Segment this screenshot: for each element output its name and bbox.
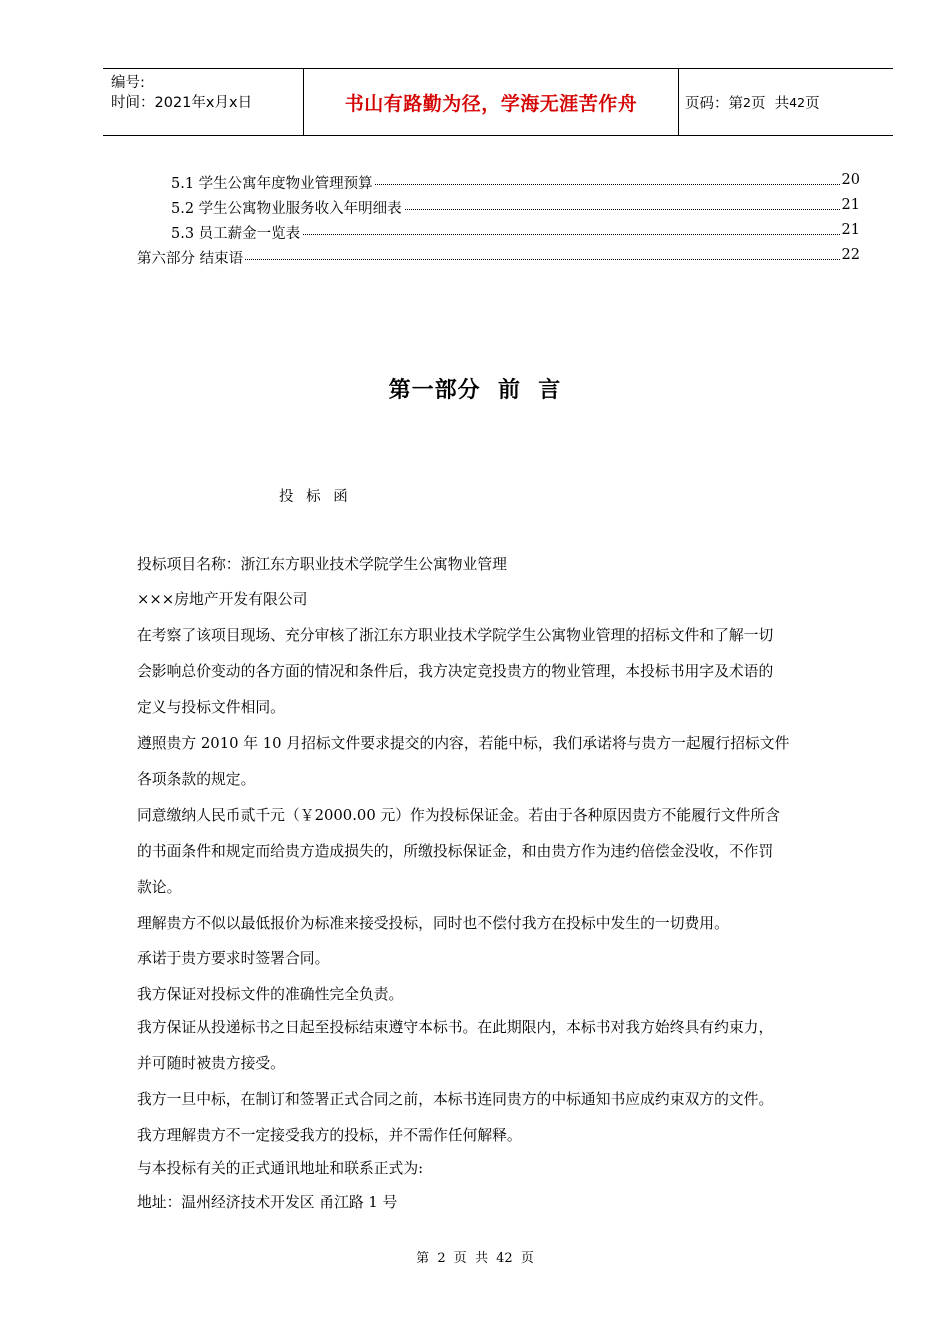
- toc-entry[interactable]: [0, 222, 950, 242]
- header-page-info: [685, 69, 820, 135]
- letter-title: 投 标 函: [279, 489, 352, 505]
- body-line: 在考察了该项目现场、充分审核了浙江东方职业技术学院学生公寓物业管理的招标文件和了解一切: [137, 627, 774, 644]
- toc-entry-title: 5.1 学生公寓年度物业管理预算: [171, 172, 375, 193]
- toc-entry[interactable]: [0, 197, 950, 217]
- footer-total: 42: [496, 1251, 513, 1266]
- code-label: 编号:: [111, 75, 145, 91]
- body-line: 承诺于贵方要求时签署合同。: [137, 950, 330, 967]
- time-label: 时间：2021年x月x日: [111, 95, 253, 111]
- page-label: 页码：第: [685, 95, 743, 112]
- body-line: 遵照贵方 2010 年 10 月招标文件要求提交的内容，若能中标，我们承诺将与贵方一起履行招标文件: [137, 735, 790, 752]
- body-line: 会影响总价变动的各方面的情况和条件后，我方决定竞投贵方的物业管理，本投标书用字及术语的: [137, 663, 774, 680]
- page-header: [103, 68, 893, 136]
- body-line: 我方一旦中标，在制订和签署正式合同之前，本标书连同贵方的中标通知书应成约束双方的文件。: [137, 1091, 774, 1108]
- toc-entry-page: 20: [841, 172, 860, 188]
- body-line: 的书面条件和规定而给贵方造成损失的，所缴投标保证金，和由贵方作为违约倍偿金没收，不作罚: [137, 843, 774, 860]
- body-line: 我方理解贵方不一定接受我方的投标，并不需作任何解释。: [137, 1127, 522, 1144]
- footer-prefix: 第: [416, 1251, 430, 1266]
- body-line: 并可随时被贵方接受。: [137, 1055, 285, 1072]
- toc-entry-title: 第六部分 结束语: [137, 247, 245, 268]
- body-line: 定义与投标文件相同。: [137, 699, 285, 716]
- page-total: 42: [789, 94, 806, 110]
- toc-entry-title: 5.3 员工薪金一览表: [171, 222, 302, 243]
- body-line: 理解贵方不似以最低报价为标准来接受投标，同时也不偿付我方在投标中发生的一切费用。: [137, 915, 729, 932]
- page-current: 2: [743, 94, 751, 110]
- header-motto: 书山有路勤为径，学海无涯苦作舟: [344, 92, 638, 115]
- header-divider: [678, 69, 679, 135]
- body-line: 同意缴纳人民币贰千元（￥2000.00 元）作为投标保证金。若由于各种原因贵方不能履行文件所含: [137, 807, 780, 824]
- body-line: 我方保证从投递标书之日起至投标结束遵守本标书。在此期限内，本标书对我方始终具有约束力，: [137, 1019, 774, 1036]
- footer-suffix: 页: [520, 1251, 534, 1266]
- body-line: 与本投标有关的正式通讯地址和联系正式为:: [137, 1160, 424, 1177]
- footer-mid: 页 共: [453, 1251, 488, 1266]
- page-mid: 页 共: [750, 95, 790, 112]
- body-line: 各项条款的规定。: [137, 771, 256, 788]
- toc-entry-page: 21: [841, 222, 860, 238]
- toc-entry-title: 5.2 学生公寓物业服务收入年明细表: [171, 197, 404, 218]
- page-footer: [0, 1247, 950, 1266]
- header-meta: [111, 73, 252, 113]
- toc-entry-page: 21: [841, 197, 860, 213]
- body-line: 投标项目名称：浙江东方职业技术学院学生公寓物业管理: [137, 556, 507, 573]
- footer-page: 2: [437, 1251, 446, 1266]
- toc-entry[interactable]: [0, 172, 950, 192]
- toc-entry[interactable]: [0, 247, 950, 267]
- page-end: 页: [805, 95, 820, 112]
- toc-entry-page: 22: [841, 247, 860, 263]
- body-line: 地址：温州经济技术开发区 甬江路 1 号: [137, 1194, 398, 1211]
- body-line: 款论。: [137, 879, 182, 896]
- body-line: 我方保证对投标文件的准确性完全负责。: [137, 986, 404, 1003]
- body-line: ×××房地产开发有限公司: [137, 591, 308, 608]
- section-title: 第一部分 前 言: [388, 378, 562, 403]
